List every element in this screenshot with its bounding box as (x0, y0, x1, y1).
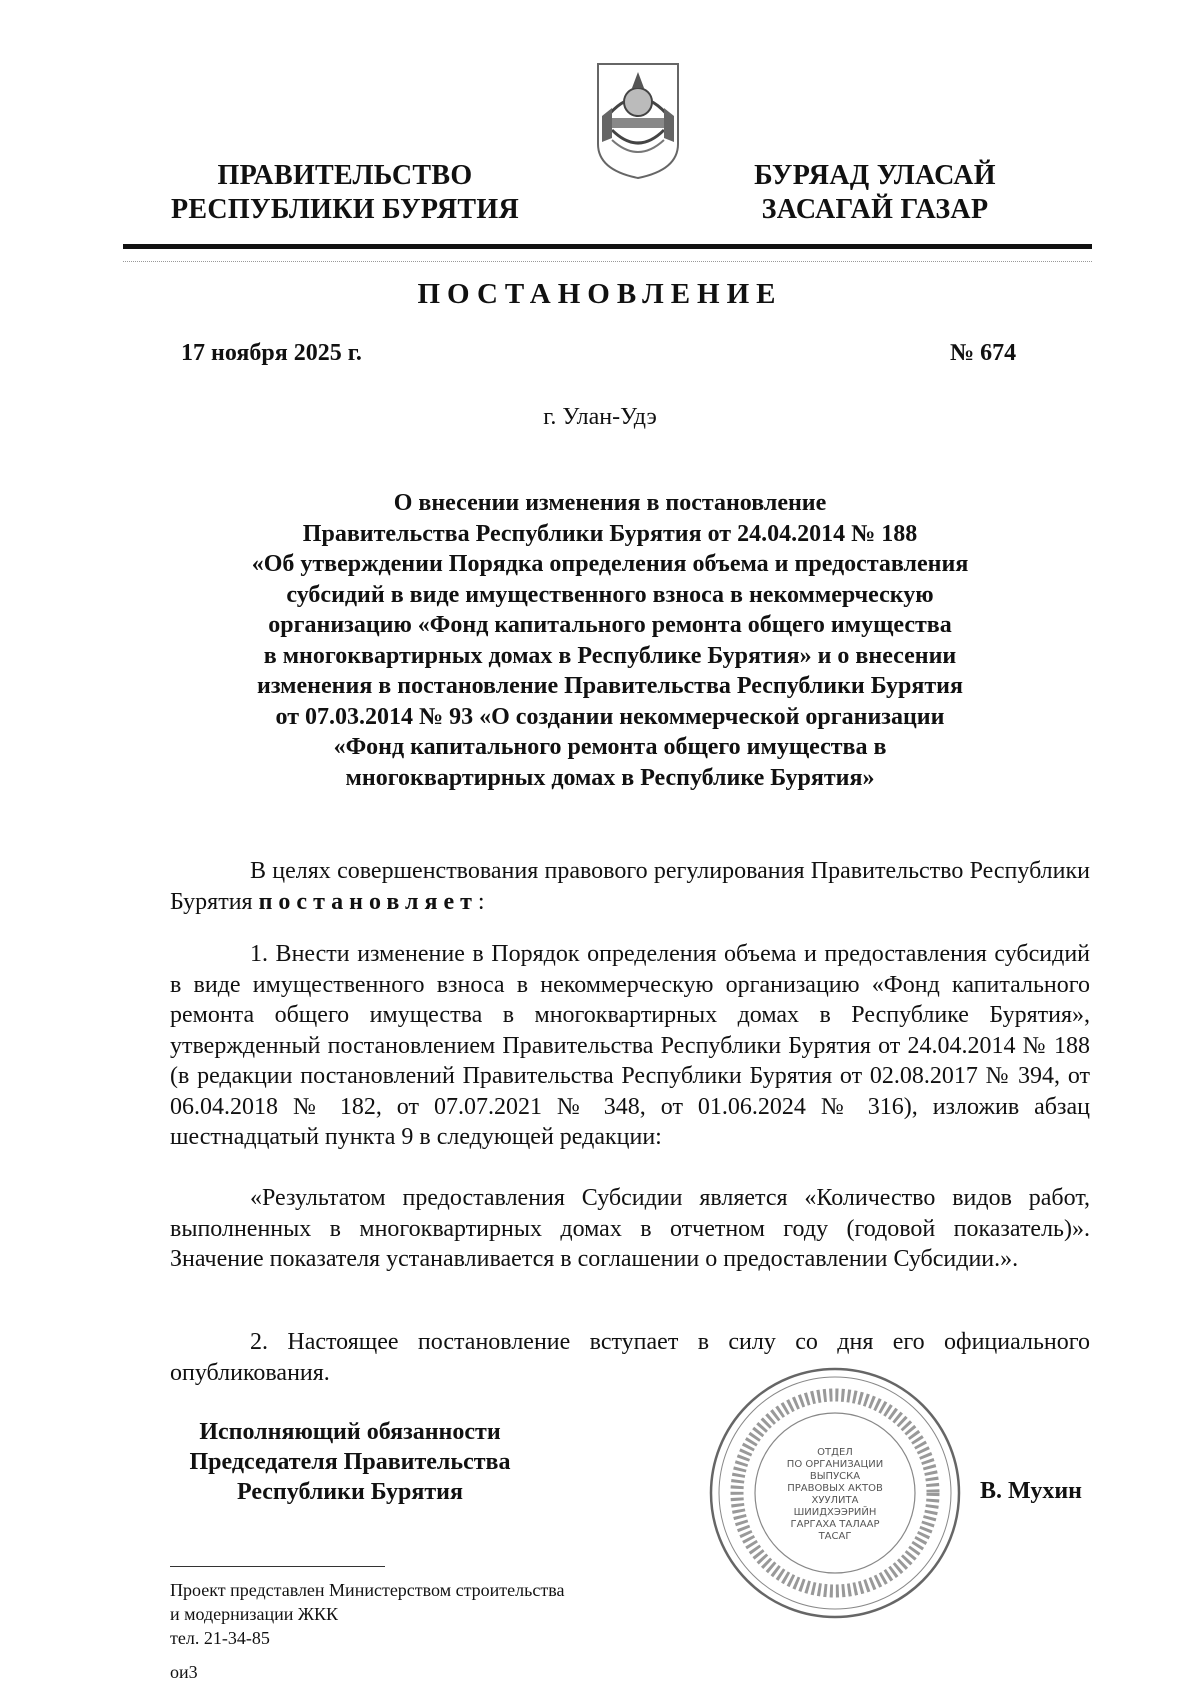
decree-word: постановляет (258, 888, 478, 915)
quote-paragraph (170, 1183, 1090, 1275)
document-city: г. Улан-Удэ (543, 404, 657, 430)
subject-line: «Об утверждении Порядка определения объема и предоставления (251, 551, 969, 577)
header-left-line2: РЕСПУБЛИКИ БУРЯТИЯ (171, 194, 519, 225)
header-rule-thick (123, 244, 1092, 249)
subject-line: организацию «Фонд капитального ремонта общего имущества (268, 612, 952, 638)
header-rule-thin (123, 261, 1092, 262)
subject-line: в многоквартирных домах в Республике Бурятия» и о внесении (263, 642, 957, 669)
header-left-line1: ПРАВИТЕЛЬСТВО (217, 160, 473, 191)
stamp-text: ВЫПУСКА (809, 1471, 861, 1482)
document-subject (170, 488, 1050, 793)
header-left (155, 159, 535, 227)
footnote-line2: и модернизации ЖКК (170, 1604, 339, 1624)
subject-line: от 07.03.2014 № 93 «О создании некоммерческой организации (275, 703, 945, 730)
preamble-text: В целях совершенствования правового регулирования Правительство Республики Бурятия (170, 858, 1090, 915)
item-1-paragraph (170, 939, 1090, 1153)
stamp-text: ПРАВОВЫХ АКТОВ (787, 1483, 883, 1494)
official-stamp-icon (705, 1363, 965, 1623)
item-2-text: 2. Настоящее постановление вступает в силу со дня его официального опубликования. (170, 1329, 1090, 1386)
subject-line: изменения в постановление Правительства Республики Бурятия (257, 673, 963, 699)
item-1-text: 1. Внести изменение в Порядок определения объема и предоставления субсидий в виде имущественного взноса в некоммерческую организацию «Фонд капитального ремонта общего имущества в многоквартирных домах в Республике Бурятия», утвержденный постановлением Правительства Республики Бурятия от 24.04.2014 № 188 (в редакции постановлений Правительства Республики Бурятия от 02.08.2017 № 394, от 06.04.2018 № 182, от 07.07.2021 № 348, от 01.06.2024 № 316), изложив абзац шестнадцатый пункта 9 в следующей редакции: (170, 941, 1090, 1150)
subject-line: О внесении изменения в постановление (393, 490, 827, 516)
stamp-text: ГАРГАХА ТАЛААР (790, 1519, 880, 1530)
signatory-title (160, 1417, 540, 1507)
header-right-line2: ЗАСАГАЙ ГАЗАР (761, 194, 989, 225)
footnote (170, 1578, 564, 1650)
subject-line: «Фонд капитального ремонта общего имущества в (333, 734, 887, 760)
stamp-text: ТАСАГ (818, 1531, 852, 1542)
preamble-paragraph (170, 856, 1090, 917)
document-title: ПОСТАНОВЛЕНИЕ (417, 278, 783, 310)
subject-line: Правительства Республики Бурятия от 24.04.2014 № 188 (302, 520, 918, 547)
signatory-name: В. Мухин (980, 1478, 1082, 1504)
preamble-end: : (477, 888, 485, 915)
header-right (725, 159, 1025, 227)
signatory-line3: Республики Бурятия (236, 1479, 463, 1505)
header-right-line1: БУРЯАД УЛАСАЙ (754, 160, 996, 191)
stamp-text: ОТДЕЛ (817, 1447, 853, 1458)
footnote-rule (170, 1566, 385, 1567)
document-code: ои3 (170, 1662, 198, 1682)
document-date: 17 ноября 2025 г. (181, 340, 362, 366)
signatory-line2: Председателя Правительства (189, 1449, 511, 1475)
stamp-text: ПО ОРГАНИЗАЦИИ (786, 1459, 884, 1470)
stamp-text: ШИИДХЭЭРИЙН (793, 1507, 877, 1518)
document-number: № 674 (950, 340, 1017, 366)
stamp-text: ХУУЛИТА (811, 1495, 859, 1506)
subject-line: субсидий в виде имущественного взноса в некоммерческую (286, 581, 934, 608)
footnote-line1: Проект представлен Министерством строительства (170, 1580, 565, 1600)
quote-text: «Результатом предоставления Субсидии является «Количество видов работ, выполненных в многоквартирных домах в отчетном году (годовой показатель)». Значение показателя устанавливается в соглашении о предоставлении Субсидии.». (170, 1185, 1090, 1272)
footnote-line3: тел. 21-34-85 (170, 1628, 270, 1648)
coat-of-arms-icon (592, 58, 684, 182)
signatory-line1: Исполняющий обязанности (199, 1419, 501, 1445)
subject-line: многоквартирных домах в Республике Бурятия» (345, 764, 875, 791)
